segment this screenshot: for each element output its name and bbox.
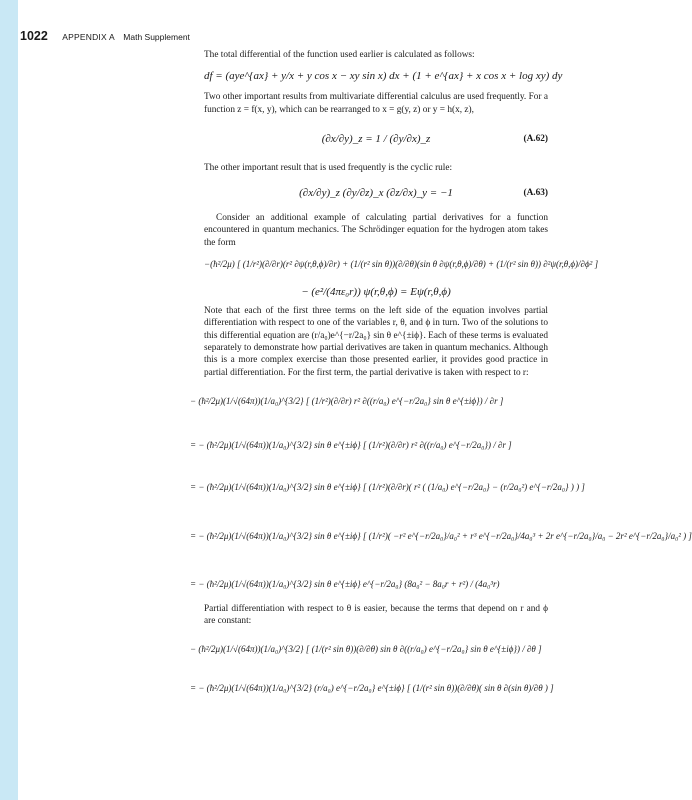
derivation-r-step5-text: = − (ħ²/2μ)(1/√(64π))(1/a₀)^{3/2} sin θ e^{±iϕ} e^{−r/2a₀} (8a₀² − 8a₀r + r²) / (4a₀³r) [190, 578, 500, 589]
derivation-theta-step1 [190, 627, 548, 671]
chapter-tab [0, 0, 18, 800]
page-number: 1022 [20, 29, 48, 43]
derivation-r-step1 [190, 379, 548, 423]
equation-schrodinger-line1-text: −(ħ²/2μ) [ (1/r²)(∂/∂r)(r² ∂ψ(r,θ,ϕ)/∂r) + (1/(r² sin θ))(∂/∂θ)(sin θ ∂ψ(r,θ,ϕ)/∂θ) + (1/(r² sin θ)) ∂²ψ(r,θ,ϕ)/∂ϕ² ] [204, 259, 599, 270]
equation-schrodinger-line2-text: − (e²/(4πε₀r)) ψ(r,θ,ϕ) = Eψ(r,θ,ϕ) [301, 286, 451, 299]
paragraph-theta: Partial differentiation with respect to θ is easier, because the terms that depend on r and ϕ are constant: [204, 603, 548, 627]
derivation-r-step3-text: = − (ħ²/2μ)(1/√(64π))(1/a₀)^{3/2} sin θ e^{±iϕ} [ (1/r²)(∂/∂r)( r² ( (1/a₀) e^{−r/2a₀} − (r/2a₀²) e^{−r/2a₀} ) ) ] [190, 481, 585, 492]
section-title: Math Supplement [123, 32, 190, 42]
paragraph-multivariate: Two other important results from multivariate differential calculus are used frequently. For a function z = f(x, y), which can be rearranged to x = g(y, z) or y = h(x, z), [204, 92, 548, 115]
equation-df-text: df = (aye^{ax} + y/x + y cos x − xy sin x) dx + (1 + e^{ax} + x cos x + log xy) dy [204, 70, 563, 83]
derivation-r-step4-text: = − (ħ²/2μ)(1/√(64π))(1/a₀)^{3/2} sin θ e^{±iϕ} [ (1/r²)( −r² e^{−r/2a₀}/a₀² + r³ e^{−r/2a₀}/4a₀³ + 2r e^{−r/2a₀}/a₀ − 2r² e^{−r/2a₀}/a₀² ) ] [190, 530, 692, 541]
derivation-r-step2 [190, 423, 548, 467]
derivation-theta-step1-text: − (ħ²/2μ)(1/√(64π))(1/a₀)^{3/2} [ (1/(r² sin θ))(∂/∂θ) sin θ ∂((r/a₀) e^{−r/2a₀} sin θ e^{±iϕ}) / ∂θ ] [190, 644, 542, 655]
derivation-r-step1-text: − (ħ²/2μ)(1/√(64π))(1/a₀)^{3/2} [ (1/r²)(∂/∂r) r² ∂((r/a₀) e^{−r/2a₀} sin θ e^{±iϕ}) / ∂r ] [190, 395, 504, 406]
derivation-r-step4 [190, 507, 692, 565]
paragraph-schrodinger-intro: Consider an additional example of calculating partial derivatives for a function encountered in quantum mechanics. The Schrödinger equation for the hydrogen atom takes the form [204, 213, 548, 248]
appendix-label: APPENDIX A [62, 32, 115, 42]
derivation-theta-step2 [190, 671, 554, 705]
derivation-r-step3 [190, 467, 585, 507]
paragraph-total-differential: The total differential of the function used earlier is calculated as follows: [204, 50, 475, 60]
equation-schrodinger-line2 [204, 279, 548, 305]
paragraph-solutions: Note that each of the first three terms on the left side of the equation involves partial differentiation with respect to one of the variables r, θ, and ϕ in turn. Two of the solutions to this differential equation are (r/a₀)e^{−r/2a₀} sin θ e^{±iϕ}. Each of these terms is evaluated separately to demonstrate how partial derivatives are taken in quantum mechanics. Although this is a more complex exercise than those presented earlier, it provides good practice in partial differentiation. For the first term, the partial derivative is taken with respect to r: [204, 306, 548, 378]
equation-a62 [204, 116, 548, 162]
equation-number-a63: (A.63) [523, 188, 548, 199]
derivation-theta-step2-text: = − (ħ²/2μ)(1/√(64π))(1/a₀)^{3/2} (r/a₀) e^{−r/2a₀} e^{±iϕ} [ (1/(r² sin θ))(∂/∂θ)( sin θ ∂(sin θ)/∂θ ) ] [190, 683, 554, 694]
equation-number-a62: (A.62) [523, 133, 548, 144]
equation-a63-text: (∂x/∂y)_z (∂y/∂z)_x (∂z/∂x)_y = −1 [299, 187, 453, 200]
equation-df [204, 61, 563, 91]
derivation-theta [190, 627, 554, 705]
derivation-r-step2-text: = − (ħ²/2μ)(1/√(64π))(1/a₀)^{3/2} sin θ e^{±iϕ} [ (1/r²)(∂/∂r) r² ∂((r/a₀) e^{−r/2a₀}) / ∂r ] [190, 439, 512, 450]
equation-a62-text: (∂x/∂y)_z = 1 / (∂y/∂x)_z [321, 132, 431, 145]
page-body [190, 49, 692, 705]
derivation-r [190, 379, 692, 603]
running-header [20, 27, 190, 45]
paragraph-cyclic-rule: The other important result that is used frequently is the cyclic rule: [204, 162, 453, 173]
derivation-r-step5 [190, 565, 548, 603]
equation-schrodinger-line1 [204, 249, 599, 279]
equation-a63 [204, 174, 548, 212]
